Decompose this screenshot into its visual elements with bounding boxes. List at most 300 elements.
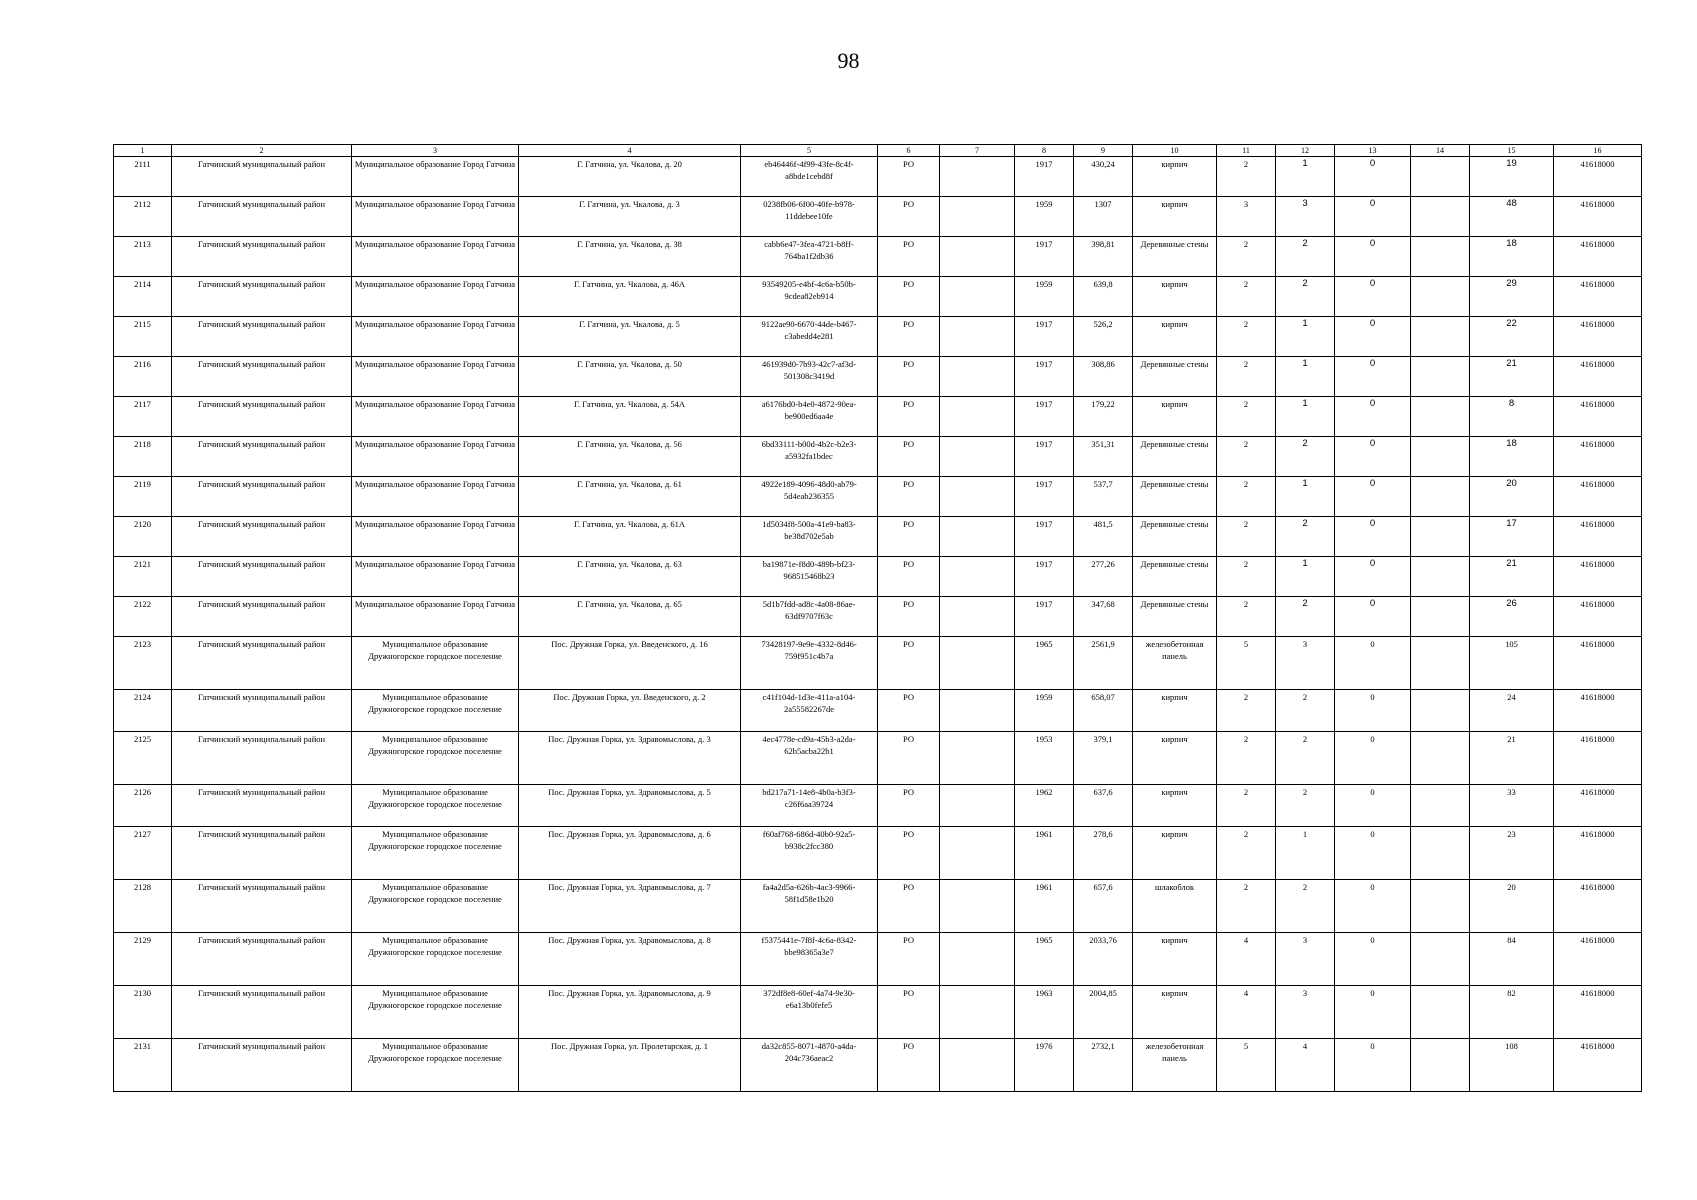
wall-material-cell: кирпич [1133, 690, 1217, 732]
wall-material-cell: Деревянные стены [1133, 557, 1217, 597]
col13-cell: 0 [1335, 277, 1411, 317]
table-row [114, 197, 1642, 237]
municipality-cell: Муниципальное образование Дружногорское городское поселение [352, 637, 519, 690]
row-number-cell: 2113 [114, 237, 172, 277]
col13-cell: 0 [1335, 732, 1411, 785]
row-number-cell: 2131 [114, 1039, 172, 1092]
year-cell: 1976 [1015, 1039, 1074, 1092]
floors-cell: 2 [1217, 477, 1276, 517]
floors-cell: 5 [1217, 1039, 1276, 1092]
address-cell: Г. Гатчина, ул. Чкалова, д. 3 [519, 197, 741, 237]
col7-cell [940, 880, 1015, 933]
floors-cell: 5 [1217, 637, 1276, 690]
table-row [114, 933, 1642, 986]
row-number-cell: 2129 [114, 933, 172, 986]
year-cell: 1959 [1015, 197, 1074, 237]
year-cell: 1917 [1015, 597, 1074, 637]
area-cell: 2561,9 [1074, 637, 1133, 690]
col14-cell [1411, 690, 1470, 732]
floors-cell: 2 [1217, 827, 1276, 880]
table-row [114, 157, 1642, 197]
wall-material-cell: кирпич [1133, 317, 1217, 357]
table-row [114, 986, 1642, 1039]
type-cell: РО [878, 690, 940, 732]
col13-cell: 0 [1335, 517, 1411, 557]
district-cell: Гатчинский муниципальный район [172, 237, 352, 277]
col14-cell [1411, 597, 1470, 637]
oktmo-cell: 41618000 [1554, 277, 1642, 317]
year-cell: 1959 [1015, 690, 1074, 732]
area-cell: 2033,76 [1074, 933, 1133, 986]
col14-cell [1411, 637, 1470, 690]
floors-cell: 2 [1217, 157, 1276, 197]
col15-cell: 20 [1470, 477, 1554, 517]
address-cell: Пос. Дружная Горка, ул. Пролетарская, д. 1 [519, 1039, 741, 1092]
address-cell: Пос. Дружная Горка, ул. Введенского, д. 16 [519, 637, 741, 690]
area-cell: 537,7 [1074, 477, 1133, 517]
column-header: 15 [1470, 145, 1554, 157]
col13-cell: 0 [1335, 157, 1411, 197]
type-cell: РО [878, 197, 940, 237]
col7-cell [940, 477, 1015, 517]
area-cell: 351,31 [1074, 437, 1133, 477]
row-number-cell: 2126 [114, 785, 172, 827]
guid-cell: 4922e189-4096-48d0-ab79-5d4eab236355 [741, 477, 878, 517]
guid-cell: ba19871e-f8d0-489b-bf23-968515468b23 [741, 557, 878, 597]
col7-cell [940, 690, 1015, 732]
col13-cell: 0 [1335, 933, 1411, 986]
oktmo-cell: 41618000 [1554, 477, 1642, 517]
col7-cell [940, 827, 1015, 880]
area-cell: 308,86 [1074, 357, 1133, 397]
col14-cell [1411, 517, 1470, 557]
row-number-cell: 2122 [114, 597, 172, 637]
year-cell: 1917 [1015, 397, 1074, 437]
district-cell: Гатчинский муниципальный район [172, 397, 352, 437]
col15-cell: 21 [1470, 732, 1554, 785]
oktmo-cell: 41618000 [1554, 397, 1642, 437]
guid-cell: cabb6e47-3fea-4721-b8ff-764ba1f2db36 [741, 237, 878, 277]
row-number-cell: 2117 [114, 397, 172, 437]
col12-cell: 2 [1276, 732, 1335, 785]
area-cell: 658,07 [1074, 690, 1133, 732]
municipality-cell: Муниципальное образование Город Гатчина [352, 277, 519, 317]
municipality-cell: Муниципальное образование Город Гатчина [352, 197, 519, 237]
type-cell: РО [878, 933, 940, 986]
wall-material-cell: кирпич [1133, 397, 1217, 437]
municipality-cell: Муниципальное образование Дружногорское городское поселение [352, 732, 519, 785]
wall-material-cell: Деревянные стены [1133, 597, 1217, 637]
oktmo-cell: 41618000 [1554, 690, 1642, 732]
oktmo-cell: 41618000 [1554, 827, 1642, 880]
type-cell: РО [878, 317, 940, 357]
oktmo-cell: 41618000 [1554, 785, 1642, 827]
col15-cell: 82 [1470, 986, 1554, 1039]
year-cell: 1953 [1015, 732, 1074, 785]
wall-material-cell: железобетонная панель [1133, 637, 1217, 690]
year-cell: 1917 [1015, 437, 1074, 477]
area-cell: 278,6 [1074, 827, 1133, 880]
col12-cell: 1 [1276, 557, 1335, 597]
column-header: 11 [1217, 145, 1276, 157]
col14-cell [1411, 477, 1470, 517]
col15-cell: 105 [1470, 637, 1554, 690]
type-cell: РО [878, 157, 940, 197]
col15-cell: 26 [1470, 597, 1554, 637]
col15-cell: 48 [1470, 197, 1554, 237]
column-header: 13 [1335, 145, 1411, 157]
guid-cell: 461939d0-7b93-42c7-af3d-501308c3419d [741, 357, 878, 397]
floors-cell: 4 [1217, 933, 1276, 986]
address-cell: Г. Гатчина, ул. Чкалова, д. 56 [519, 437, 741, 477]
oktmo-cell: 41618000 [1554, 1039, 1642, 1092]
district-cell: Гатчинский муниципальный район [172, 637, 352, 690]
year-cell: 1917 [1015, 157, 1074, 197]
floors-cell: 2 [1217, 277, 1276, 317]
column-header: 5 [741, 145, 878, 157]
col15-cell: 24 [1470, 690, 1554, 732]
col7-cell [940, 557, 1015, 597]
col7-cell [940, 637, 1015, 690]
type-cell: РО [878, 827, 940, 880]
wall-material-cell: кирпич [1133, 277, 1217, 317]
municipality-cell: Муниципальное образование Дружногорское городское поселение [352, 933, 519, 986]
col14-cell [1411, 880, 1470, 933]
col7-cell [940, 357, 1015, 397]
col13-cell: 0 [1335, 477, 1411, 517]
wall-material-cell: кирпич [1133, 986, 1217, 1039]
row-number-cell: 2130 [114, 986, 172, 1039]
col13-cell: 0 [1335, 357, 1411, 397]
guid-cell: 5d1b7fdd-ad8c-4a08-86ae-63df9707f63c [741, 597, 878, 637]
district-cell: Гатчинский муниципальный район [172, 827, 352, 880]
floors-cell: 2 [1217, 785, 1276, 827]
col13-cell: 0 [1335, 690, 1411, 732]
col13-cell: 0 [1335, 785, 1411, 827]
col7-cell [940, 237, 1015, 277]
column-header: 8 [1015, 145, 1074, 157]
guid-cell: 93549205-e4bf-4c6a-b50b-9cdea82eb914 [741, 277, 878, 317]
row-number-cell: 2115 [114, 317, 172, 357]
floors-cell: 2 [1217, 437, 1276, 477]
row-number-cell: 2121 [114, 557, 172, 597]
address-cell: Г. Гатчина, ул. Чкалова, д. 65 [519, 597, 741, 637]
municipality-cell: Муниципальное образование Дружногорское городское поселение [352, 827, 519, 880]
col15-cell: 8 [1470, 397, 1554, 437]
oktmo-cell: 41618000 [1554, 597, 1642, 637]
table-row [114, 637, 1642, 690]
municipality-cell: Муниципальное образование Дружногорское городское поселение [352, 986, 519, 1039]
oktmo-cell: 41618000 [1554, 637, 1642, 690]
wall-material-cell: Деревянные стены [1133, 357, 1217, 397]
district-cell: Гатчинский муниципальный район [172, 357, 352, 397]
year-cell: 1917 [1015, 317, 1074, 357]
col12-cell: 1 [1276, 317, 1335, 357]
col15-cell: 18 [1470, 237, 1554, 277]
col15-cell: 108 [1470, 1039, 1554, 1092]
wall-material-cell: кирпич [1133, 785, 1217, 827]
type-cell: РО [878, 357, 940, 397]
year-cell: 1962 [1015, 785, 1074, 827]
col7-cell [940, 277, 1015, 317]
guid-cell: a6176bd0-b4e0-4872-90ea-be900ed6aa4e [741, 397, 878, 437]
district-cell: Гатчинский муниципальный район [172, 597, 352, 637]
address-cell: Пос. Дружная Горка, ул. Здравомыслова, д. 8 [519, 933, 741, 986]
floors-cell: 2 [1217, 597, 1276, 637]
guid-cell: da32c855-8071-4870-a4da-204c736aeac2 [741, 1039, 878, 1092]
row-number-cell: 2127 [114, 827, 172, 880]
col12-cell: 1 [1276, 357, 1335, 397]
floors-cell: 2 [1217, 237, 1276, 277]
col13-cell: 0 [1335, 827, 1411, 880]
table-body [114, 145, 1642, 1092]
column-header: 14 [1411, 145, 1470, 157]
municipality-cell: Муниципальное образование Город Гатчина [352, 477, 519, 517]
year-cell: 1917 [1015, 357, 1074, 397]
guid-cell: 73428197-9e9e-4332-8d46-759f951c4b7a [741, 637, 878, 690]
col14-cell [1411, 732, 1470, 785]
district-cell: Гатчинский муниципальный район [172, 933, 352, 986]
district-cell: Гатчинский муниципальный район [172, 277, 352, 317]
col14-cell [1411, 397, 1470, 437]
col12-cell: 3 [1276, 933, 1335, 986]
district-cell: Гатчинский муниципальный район [172, 477, 352, 517]
year-cell: 1917 [1015, 517, 1074, 557]
table-row [114, 237, 1642, 277]
year-cell: 1917 [1015, 237, 1074, 277]
oktmo-cell: 41618000 [1554, 197, 1642, 237]
type-cell: РО [878, 785, 940, 827]
district-cell: Гатчинский муниципальный район [172, 785, 352, 827]
row-number-cell: 2123 [114, 637, 172, 690]
col15-cell: 33 [1470, 785, 1554, 827]
district-cell: Гатчинский муниципальный район [172, 197, 352, 237]
col14-cell [1411, 557, 1470, 597]
row-number-cell: 2118 [114, 437, 172, 477]
area-cell: 398,81 [1074, 237, 1133, 277]
wall-material-cell: кирпич [1133, 157, 1217, 197]
type-cell: РО [878, 557, 940, 597]
col13-cell: 0 [1335, 880, 1411, 933]
oktmo-cell: 41618000 [1554, 317, 1642, 357]
table-row [114, 397, 1642, 437]
address-cell: Г. Гатчина, ул. Чкалова, д. 63 [519, 557, 741, 597]
col15-cell: 21 [1470, 557, 1554, 597]
area-cell: 430,24 [1074, 157, 1133, 197]
guid-cell: 1d5034f8-500a-41e9-ba83-be38d702e5ab [741, 517, 878, 557]
floors-cell: 2 [1217, 517, 1276, 557]
col12-cell: 2 [1276, 437, 1335, 477]
type-cell: РО [878, 277, 940, 317]
col12-cell: 1 [1276, 397, 1335, 437]
area-cell: 1307 [1074, 197, 1133, 237]
oktmo-cell: 41618000 [1554, 437, 1642, 477]
col13-cell: 0 [1335, 237, 1411, 277]
col12-cell: 1 [1276, 827, 1335, 880]
floors-cell: 2 [1217, 357, 1276, 397]
year-cell: 1917 [1015, 477, 1074, 517]
oktmo-cell: 41618000 [1554, 986, 1642, 1039]
column-header: 2 [172, 145, 352, 157]
year-cell: 1961 [1015, 827, 1074, 880]
area-cell: 2732,1 [1074, 1039, 1133, 1092]
address-cell: Пос. Дружная Горка, ул. Здравомыслова, д. 6 [519, 827, 741, 880]
municipality-cell: Муниципальное образование Город Гатчина [352, 557, 519, 597]
row-number-cell: 2114 [114, 277, 172, 317]
type-cell: РО [878, 597, 940, 637]
type-cell: РО [878, 477, 940, 517]
col12-cell: 3 [1276, 197, 1335, 237]
type-cell: РО [878, 437, 940, 477]
col7-cell [940, 437, 1015, 477]
type-cell: РО [878, 732, 940, 785]
col13-cell: 0 [1335, 317, 1411, 357]
type-cell: РО [878, 237, 940, 277]
col7-cell [940, 732, 1015, 785]
col7-cell [940, 1039, 1015, 1092]
table-row [114, 827, 1642, 880]
guid-cell: 4ec4778e-cd9a-45b3-a2da-62b5acba22b1 [741, 732, 878, 785]
floors-cell: 2 [1217, 557, 1276, 597]
area-cell: 379,1 [1074, 732, 1133, 785]
address-cell: Пос. Дружная Горка, ул. Здравомыслова, д. 7 [519, 880, 741, 933]
table-row [114, 277, 1642, 317]
year-cell: 1963 [1015, 986, 1074, 1039]
municipality-cell: Муниципальное образование Город Гатчина [352, 357, 519, 397]
col12-cell: 2 [1276, 277, 1335, 317]
col12-cell: 1 [1276, 157, 1335, 197]
row-number-cell: 2116 [114, 357, 172, 397]
row-number-cell: 2128 [114, 880, 172, 933]
col13-cell: 0 [1335, 986, 1411, 1039]
col12-cell: 2 [1276, 690, 1335, 732]
column-header: 6 [878, 145, 940, 157]
table-row [114, 732, 1642, 785]
col15-cell: 23 [1470, 827, 1554, 880]
address-cell: Г. Гатчина, ул. Чкалова, д. 46А [519, 277, 741, 317]
col7-cell [940, 597, 1015, 637]
district-cell: Гатчинский муниципальный район [172, 157, 352, 197]
table-row [114, 785, 1642, 827]
district-cell: Гатчинский муниципальный район [172, 690, 352, 732]
address-cell: Г. Гатчина, ул. Чкалова, д. 38 [519, 237, 741, 277]
address-cell: Пос. Дружная Горка, ул. Здравомыслова, д. 9 [519, 986, 741, 1039]
district-cell: Гатчинский муниципальный район [172, 732, 352, 785]
oktmo-cell: 41618000 [1554, 732, 1642, 785]
header-row [114, 145, 1642, 157]
district-cell: Гатчинский муниципальный район [172, 880, 352, 933]
area-cell: 526,2 [1074, 317, 1133, 357]
address-cell: Пос. Дружная Горка, ул. Здравомыслова, д. 5 [519, 785, 741, 827]
col14-cell [1411, 357, 1470, 397]
col15-cell: 20 [1470, 880, 1554, 933]
col7-cell [940, 157, 1015, 197]
municipality-cell: Муниципальное образование Город Гатчина [352, 517, 519, 557]
year-cell: 1961 [1015, 880, 1074, 933]
guid-cell: f60af768-686d-40b0-92a5-b938c2fcc380 [741, 827, 878, 880]
col15-cell: 17 [1470, 517, 1554, 557]
area-cell: 347,68 [1074, 597, 1133, 637]
floors-cell: 3 [1217, 197, 1276, 237]
floors-cell: 2 [1217, 690, 1276, 732]
address-cell: Пос. Дружная Горка, ул. Здравомыслова, д. 3 [519, 732, 741, 785]
type-cell: РО [878, 1039, 940, 1092]
wall-material-cell: кирпич [1133, 827, 1217, 880]
address-cell: Пос. Дружная Горка, ул. Введенского, д. 2 [519, 690, 741, 732]
col12-cell: 2 [1276, 597, 1335, 637]
year-cell: 1959 [1015, 277, 1074, 317]
col12-cell: 3 [1276, 986, 1335, 1039]
wall-material-cell: шлакоблок [1133, 880, 1217, 933]
guid-cell: 9122ae90-6670-44de-b467-c3abedd4e281 [741, 317, 878, 357]
col14-cell [1411, 197, 1470, 237]
wall-material-cell: Деревянные стены [1133, 517, 1217, 557]
address-cell: Г. Гатчина, ул. Чкалова, д. 50 [519, 357, 741, 397]
guid-cell: 6bd33111-b00d-4b2c-b2e3-a5932fa1bdec [741, 437, 878, 477]
wall-material-cell: Деревянные стены [1133, 477, 1217, 517]
table-row [114, 690, 1642, 732]
table-row [114, 880, 1642, 933]
municipality-cell: Муниципальное образование Город Гатчина [352, 317, 519, 357]
column-header: 1 [114, 145, 172, 157]
col13-cell: 0 [1335, 637, 1411, 690]
municipality-cell: Муниципальное образование Город Гатчина [352, 157, 519, 197]
district-cell: Гатчинский муниципальный район [172, 317, 352, 357]
col14-cell [1411, 933, 1470, 986]
type-cell: РО [878, 637, 940, 690]
col12-cell: 2 [1276, 237, 1335, 277]
oktmo-cell: 41618000 [1554, 557, 1642, 597]
col12-cell: 2 [1276, 517, 1335, 557]
col13-cell: 0 [1335, 557, 1411, 597]
municipality-cell: Муниципальное образование Город Гатчина [352, 597, 519, 637]
district-cell: Гатчинский муниципальный район [172, 437, 352, 477]
col15-cell: 84 [1470, 933, 1554, 986]
address-cell: Г. Гатчина, ул. Чкалова, д. 61 [519, 477, 741, 517]
col14-cell [1411, 317, 1470, 357]
area-cell: 637,6 [1074, 785, 1133, 827]
wall-material-cell: кирпич [1133, 732, 1217, 785]
table-row [114, 1039, 1642, 1092]
col7-cell [940, 197, 1015, 237]
municipality-cell: Муниципальное образование Дружногорское городское поселение [352, 690, 519, 732]
col12-cell: 2 [1276, 785, 1335, 827]
guid-cell: bd217a71-14e8-4b0a-b3f3-c26f6aa39724 [741, 785, 878, 827]
col7-cell [940, 986, 1015, 1039]
address-cell: Г. Гатчина, ул. Чкалова, д. 20 [519, 157, 741, 197]
col14-cell [1411, 1039, 1470, 1092]
housing-registry-table [113, 144, 1642, 1092]
col15-cell: 18 [1470, 437, 1554, 477]
year-cell: 1965 [1015, 933, 1074, 986]
col15-cell: 22 [1470, 317, 1554, 357]
col12-cell: 1 [1276, 477, 1335, 517]
floors-cell: 2 [1217, 397, 1276, 437]
col15-cell: 19 [1470, 157, 1554, 197]
oktmo-cell: 41618000 [1554, 517, 1642, 557]
col15-cell: 21 [1470, 357, 1554, 397]
column-header: 3 [352, 145, 519, 157]
wall-material-cell: железобетонная панель [1133, 1039, 1217, 1092]
guid-cell: 372df8e8-60ef-4a74-9e30-e6a13b0fefe5 [741, 986, 878, 1039]
col14-cell [1411, 157, 1470, 197]
col13-cell: 0 [1335, 197, 1411, 237]
type-cell: РО [878, 986, 940, 1039]
wall-material-cell: кирпич [1133, 933, 1217, 986]
table-row [114, 477, 1642, 517]
guid-cell: eb46446f-4f99-43fe-8c4f-a8bde1cebd8f [741, 157, 878, 197]
row-number-cell: 2112 [114, 197, 172, 237]
